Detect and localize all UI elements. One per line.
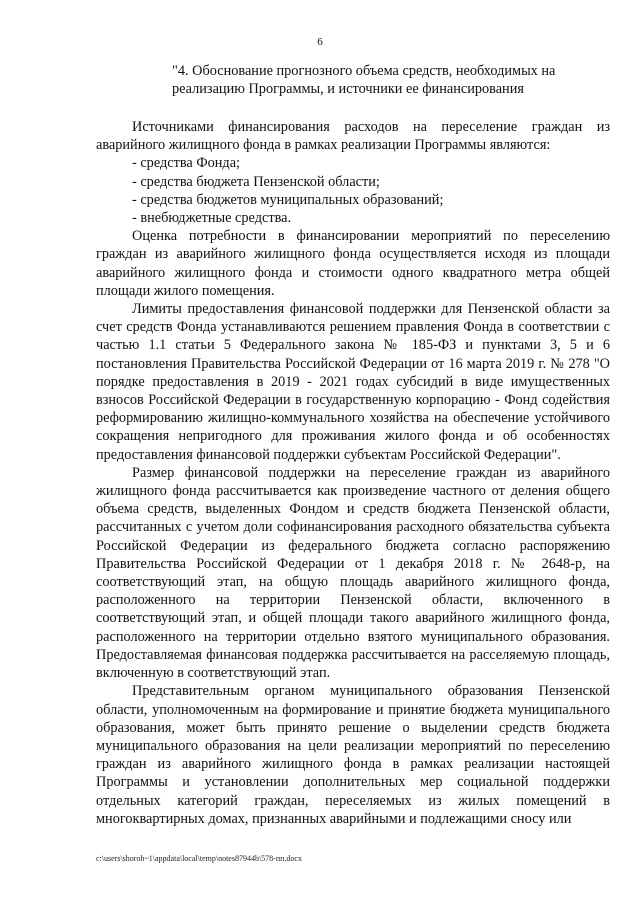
list-item: - средства бюджетов муниципальных образований; xyxy=(132,191,444,208)
list-item: - средства Фонда; xyxy=(132,155,241,172)
paragraph-support-amount: Размер финансовой поддержки на переселение граждан из аварийного жилищного фонда рассчитывается как произведение частного от деления общего объема средств, выделенных Фондом и средств бюджета Пензенской области, рассчитанных с учетом доли софинансирования расходного обязательства субъекта Российской Федерации из федерального бюджета согласно распоряжению Правительства Российской Федерации от 1 декабря 2018 г. № 2648-р, на соответствующий этап, на общую площадь аварийного жилищного фонда, расположенного на территории Пензенской области, включенного в соответствующий этап, и общей площади такого аварийного жилищного фонда, расположенного на территории отдельно взятого муниципального образования. Предоставляемая финансовая поддержка рассчитывается на расселяемую площадь, включенную в соответствующий этап. xyxy=(96,464,610,682)
paragraph-limits: Лимиты предоставления финансовой поддержки для Пензенской области за счет средств Фонда устанавливаются решением правления Фонда в соответствии с частью 1.1 статьи 5 Федерального закона № 185-ФЗ и пунктами 3, 5 и 6 постановления Правительства Российской Федерации от 16 марта 2019 г. № 278 "О порядке предоставления в 2019 - 2021 годах субсидий в виде имущественных взносов Российской Федерации в государственную корпорацию - Фонд содействия реформированию жилищно-коммунального хозяйства на обеспечение устойчивого сокращения непригодного для проживания жилого фонда и об особенностях предоставления финансовой поддержки субъектам Российской Федерации". xyxy=(96,301,610,463)
paragraph-needs-assessment: Оценка потребности в финансировании мероприятий по переселению граждан из аварийного жилищного фонда осуществляется исходя из площади аварийного жилищного фонда и стоимости одного квадратного метра общей площади жилого помещения. xyxy=(96,228,610,299)
list-item: - средства бюджета Пензенской области; xyxy=(132,173,380,190)
paragraph-funding-sources: Источниками финансирования расходов на переселение граждан из аварийного жилищного фонда в рамках реализации Программы являются: xyxy=(96,119,610,154)
footer-file-path: c:\users\shoroh~1\appdata\local\temp\notes87944b\578-пп.docx xyxy=(96,854,302,863)
list-item: - внебюджетные средства. xyxy=(132,210,292,227)
document-body xyxy=(96,118,610,828)
page-number: 6 xyxy=(317,36,323,48)
section-title: "4. Обоснование прогнозного объема средств, необходимых на реализацию Программы, и источники ее финансирования xyxy=(172,63,556,97)
paragraph-representative-body: Представительным органом муниципального образования Пензенской области, уполномоченным на формирование и принятие бюджета муниципального образования, может быть принято решение о выделении средств бюджета муниципального образования на цели реализации мероприятий по переселению граждан из аварийного жилищного фонда в рамках реализации настоящей Программы и установлении дополнительных мер социальной поддержки отдельных категорий граждан, переселяемых из жилых помещений в многоквартирных домах, признанных аварийными и подлежащими сносу или xyxy=(96,683,610,827)
